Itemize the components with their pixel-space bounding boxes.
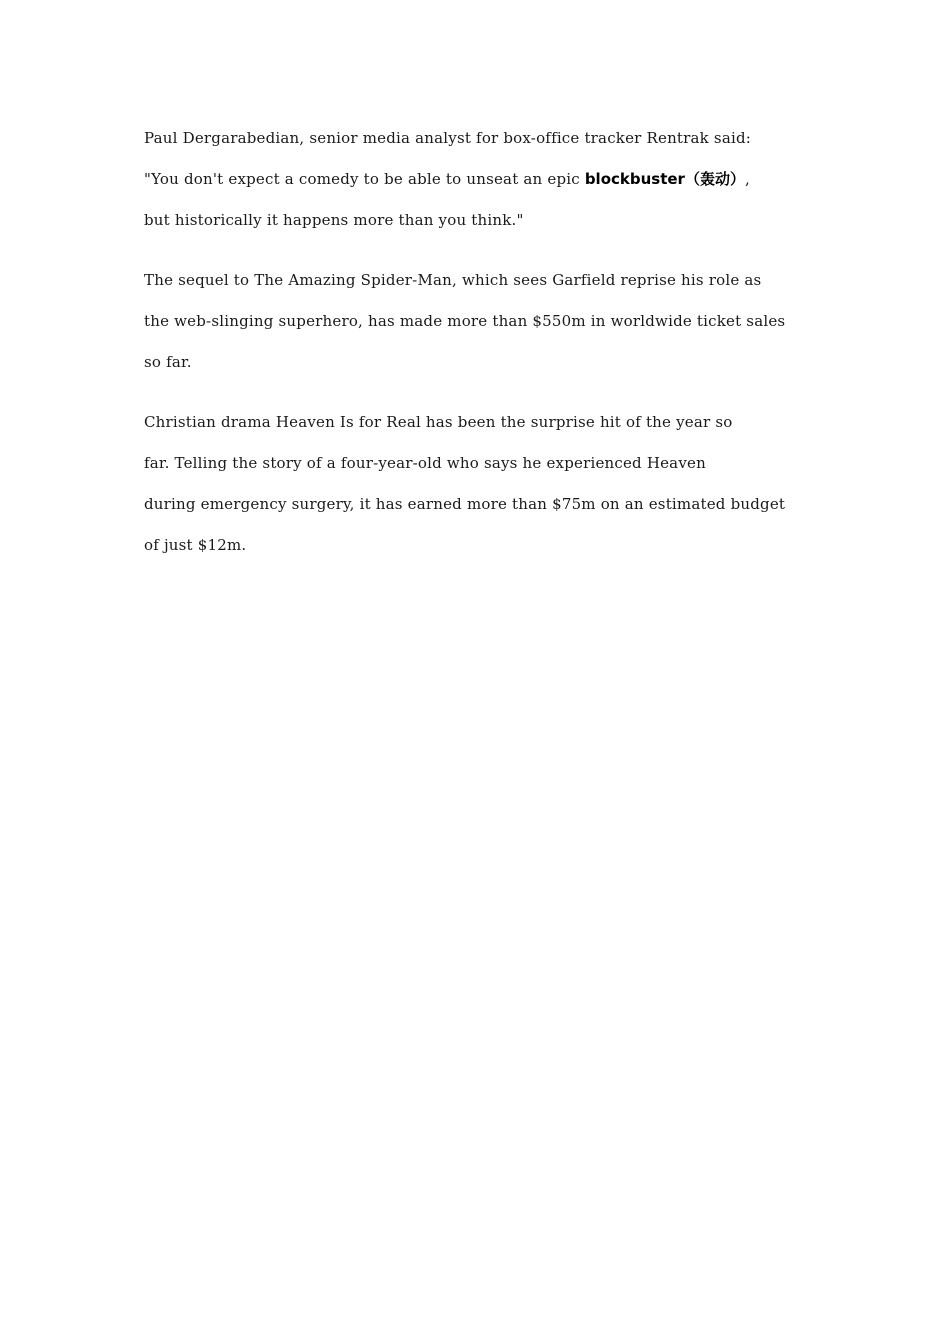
text-line: during emergency surgery, it has earned more than $75m on an estimated budget	[144, 495, 786, 513]
text-line: Christian drama Heaven Is for Real has been the surprise hit of the year so	[144, 413, 733, 431]
quote-punctuation: ,	[744, 170, 750, 188]
text-line: The sequel to The Amazing Spider-Man, which sees Garfield reprise his role as	[144, 271, 762, 289]
text-line: far. Telling the story of a four-year-old who says he experienced Heaven	[144, 454, 706, 472]
text-line	[144, 159, 816, 200]
document-body	[144, 118, 816, 585]
quote-text: "You don't expect a comedy to be able to unseat an epic	[144, 170, 585, 188]
text-line: of just $12m.	[144, 536, 247, 554]
text-line: the web-slinging superhero, has made more than $550m in worldwide ticket sales	[144, 312, 786, 330]
text-line: but historically it happens more than you think."	[144, 211, 524, 229]
paragraph-2	[144, 260, 816, 383]
paragraph-1	[144, 118, 816, 241]
highlighted-term: blockbuster（轰动）	[584, 170, 745, 188]
text-line: so far.	[144, 353, 192, 371]
text-line: Paul Dergarabedian, senior media analyst for box-office tracker Rentrak said:	[144, 129, 752, 147]
paragraph-3	[144, 402, 816, 566]
